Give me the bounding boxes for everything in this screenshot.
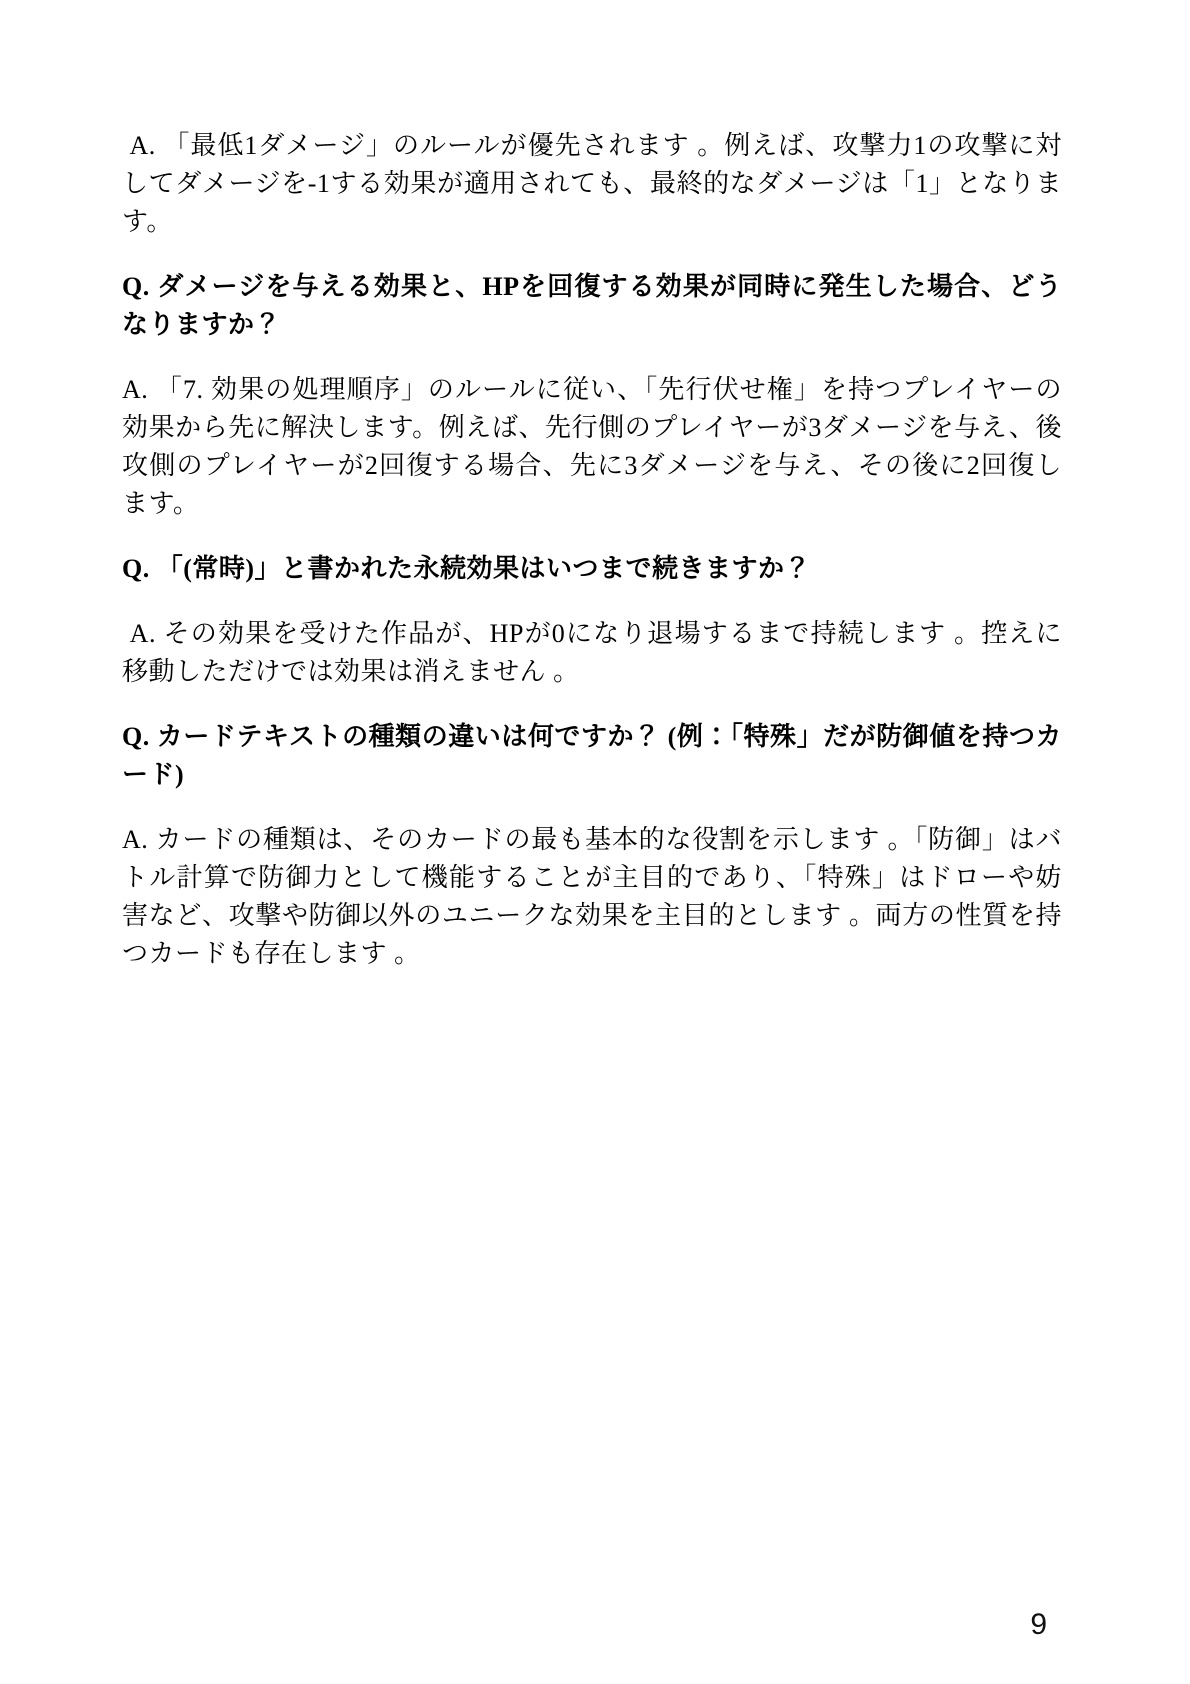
paragraph-answer-4: A. カードの種類は、そのカードの最も基本的な役割を示します 。「防御」はバトル計算で防御力として機能することが主目的であり、「特殊」はドローや妨害など、攻撃や防御以外のユニークな効果を主目的とします 。両方の性質を持つカードも存在します 。 (122, 825, 1062, 968)
paragraph-answer-1: A. 「最低1ダメージ」のルールが優先されます 。例えば、攻撃力1の攻撃に対してダメージを-1する効果が適用されても、最終的なダメージは「1」となります。 (122, 131, 1062, 236)
paragraph-question-3: Q. カードテキストの種類の違いは何ですか？ (例：「特殊」だが防御値を持つカード) (122, 722, 1062, 789)
paragraph-answer-2: A. 「7. 効果の処理順序」のルールに従い、「先行伏せ権」を持つプレイヤーの効果から先に解決します。例えば、先行側のプレイヤーが3ダメージを与え、後攻側のプレイヤーが2回復する場合、先に3ダメージを与え、その後に2回復します。 (122, 375, 1062, 518)
paragraph-question-2: Q. 「(常時)」と書かれた永続効果はいつまで続きますか？ (122, 554, 812, 583)
document-body (122, 127, 1062, 1000)
paragraph-question-1: Q. ダメージを与える効果と、HPを回復する効果が同時に発生した場合、どうなりますか？ (122, 272, 1062, 339)
page-number: 9 (1030, 1608, 1047, 1641)
paragraph-answer-3: A. その効果を受けた作品が、HPが0になり退場するまで持続します 。控えに移動しただけでは効果は消えません 。 (122, 619, 1062, 686)
